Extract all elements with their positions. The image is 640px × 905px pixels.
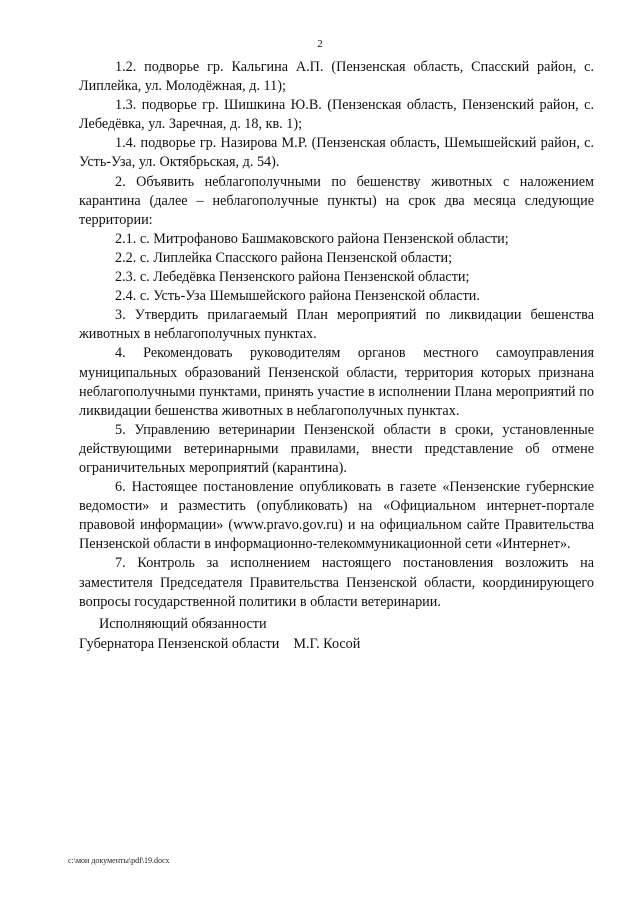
paragraph-3: 3. Утвердить прилагаемый План мероприятий по ликвидации бешенства животных в неблагополучных пунктах. <box>79 307 594 343</box>
paragraph-2: 2. Объявить неблагополучными по бешенству животных с наложением карантина (далее – неблагополучные пункты) на срок два месяца следующие территории: <box>79 173 594 228</box>
signature-title-line1: Исполняющий обязанности <box>99 616 267 632</box>
paragraph-5: 5. Управлению ветеринарии Пензенской области в сроки, установленные действующими ветеринарными правилами, внести представление об отмене ограничительных мероприятий (карантина). <box>79 421 594 476</box>
signature-position: Губернатора Пензенской области <box>79 635 280 652</box>
paragraph-4: 4. Рекомендовать руководителям органов местного самоуправления муниципальных образований Пензенской области, территория которых признана неблагополучными пунктами, принять участие в исполнении Плана мероприятий по ликвидации бешенства животных в неблагополучных пунктах. <box>79 345 594 419</box>
paragraph-6: 6. Настоящее постановление опубликовать в газете «Пензенские губернские ведомости» и разместить (опубликовать) на «Официальном интернет-портале правовой информации» (www.pravo.gov.ru) и на официальном сайте Правительства Пензенской области в информационно-телекоммуникационной сети «Интернет». <box>79 479 594 553</box>
page-number: 2 <box>317 38 323 50</box>
paragraph-1-3: 1.3. подворье гр. Шишкина Ю.В. (Пензенская область, Пензенский район, с. Лебедёвка, ул. Заречная, д. 18, кв. 1); <box>79 97 594 133</box>
document-body <box>79 58 594 612</box>
paragraph-1-4: 1.4. подворье гр. Назирова М.Р. (Пензенская область, Шемышейский район, с. Усть-Уза, ул. Октябрьская, д. 54). <box>79 135 594 171</box>
signature-block <box>79 615 499 654</box>
paragraph-2-2: 2.2. с. Липлейка Спасского района Пензенской области; <box>115 249 453 266</box>
paragraph-2-3: 2.3. с. Лебедёвка Пензенского района Пензенской области; <box>115 269 470 286</box>
paragraph-7: 7. Контроль за исполнением настоящего постановления возложить на заместителя Председателя Правительства Пензенской области, координирующего вопросы государственной политики в области ветеринарии. <box>79 555 594 610</box>
signatory-name: М.Г. Косой <box>293 635 361 652</box>
footer-file-path: c:\мои документы\pdf\19.docx <box>68 856 170 865</box>
paragraph-2-4: 2.4. с. Усть-Уза Шемышейского района Пензенской области. <box>115 288 480 305</box>
paragraph-1-2: 1.2. подворье гр. Кальгина А.П. (Пензенская область, Спасский район, с. Липлейка, ул. Молодёжная, д. 11); <box>79 59 594 95</box>
signature-title-line2 <box>79 635 499 655</box>
paragraph-2-1: 2.1. с. Митрофаново Башмаковского района Пензенской области; <box>115 230 509 247</box>
